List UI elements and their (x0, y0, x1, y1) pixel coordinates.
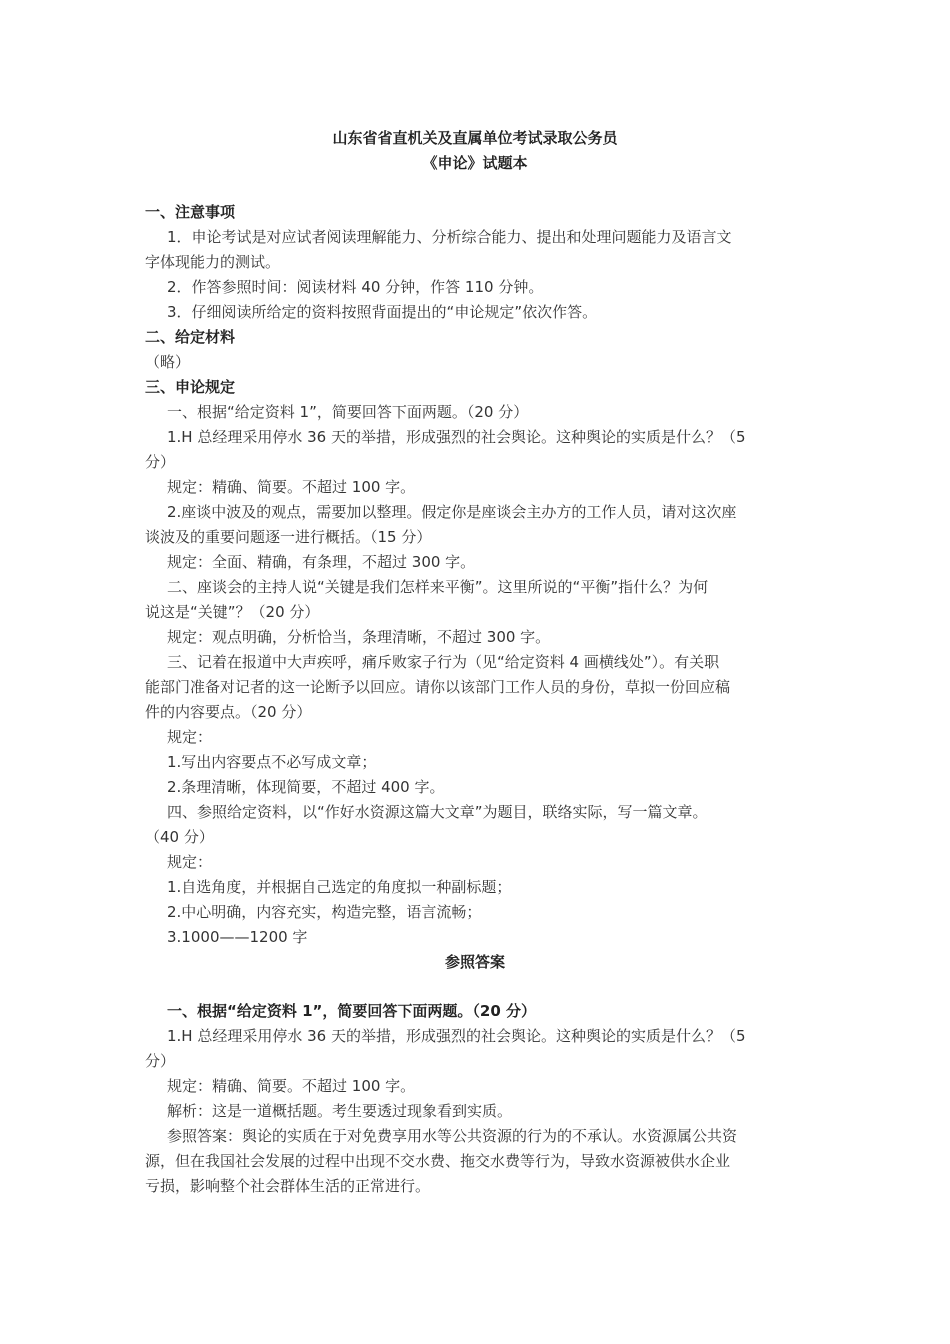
rules-line: 一、根据“给定资料 1”，简要回答下面两题。（20 分） (167, 403, 529, 421)
material-heading: 二、给定材料 (145, 328, 236, 346)
rules-line: 四、参照给定资料，以“作好水资源这篇大文章”为题目，联络实际，写一篇文章。 (167, 803, 708, 821)
rules-line: 能部门准备对记者的这一论断予以回应。请你以该部门工作人员的身份，草拟一份回应稿 (145, 678, 731, 696)
answer-line: 亏损，影响整个社会群体生活的正常进行。 (145, 1177, 431, 1195)
rules-line: （40 分） (145, 828, 214, 846)
answer-line: 解析：这是一道概括题。考生要透过现象看到实质。 (167, 1102, 513, 1120)
rules-line: 2.中心明确，内容充实，构造完整，语言流畅； (167, 903, 482, 921)
rules-line: 1.写出内容要点不必写成文章； (167, 753, 377, 771)
material-note: （略） (145, 353, 191, 371)
rules-heading: 三、申论规定 (145, 378, 236, 396)
doc-title: 山东省省直机关及直属单位考试录取公务员 (332, 129, 618, 147)
rules-line: 2.条理清晰，体现简要，不超过 400 字。 (167, 778, 445, 796)
answer-heading: 参照答案 (444, 953, 505, 971)
rules-line: 规定：全面、精确，有条理，不超过 300 字。 (167, 553, 476, 571)
rules-line: 分） (145, 453, 176, 471)
rules-line: 三、记着在报道中大声疾呼，痛斥败家子行为（见“给定资料 4 画横线处”）。有关职 (167, 653, 720, 671)
notice-line: 2．作答参照时间：阅读材料 40 分钟，作答 110 分钟。 (167, 278, 544, 296)
rules-line: 3.1000——1200 字 (167, 928, 308, 946)
rules-line: 2.座谈中波及的观点，需要加以整理。假定你是座谈会主办方的工作人员，请对这次座 (167, 503, 737, 521)
doc-subtitle: 《申论》试题本 (422, 154, 528, 172)
notice-line: 1．申论考试是对应试者阅读理解能力、分析综合能力、提出和处理问题能力及语言文 (167, 228, 732, 246)
answer-question-heading: 一、根据“给定资料 1”，简要回答下面两题。（20 分） (167, 1002, 536, 1020)
rules-line: 1.自选角度，并根据自己选定的角度拟一种副标题； (167, 878, 512, 896)
notice-line: 3．仔细阅读所给定的资料按照背面提出的“申论规定”依次作答。 (167, 303, 598, 321)
rules-line: 规定：精确、简要。不超过 100 字。 (167, 478, 416, 496)
rules-line: 件的内容要点。（20 分） (145, 703, 312, 721)
rules-line: 二、座谈会的主持人说“关键是我们怎样来平衡”。这里所说的“平衡”指什么？为何 (167, 578, 709, 596)
rules-line: 1.H 总经理采用停水 36 天的举措，形成强烈的社会舆论。这种舆论的实质是什么？（5 (167, 428, 746, 446)
answer-line: 1.H 总经理采用停水 36 天的举措，形成强烈的社会舆论。这种舆论的实质是什么？（5 (167, 1027, 746, 1045)
answer-line: 分） (145, 1052, 176, 1070)
rules-line: 规定： (167, 728, 213, 746)
rules-line: 规定：观点明确，分析恰当，条理清晰，不超过 300 字。 (167, 628, 551, 646)
answer-line: 规定：精确、简要。不超过 100 字。 (167, 1077, 416, 1095)
notice-line: 字体现能力的测试。 (145, 253, 281, 271)
rules-line: 规定： (167, 853, 213, 871)
answer-line: 源，但在我国社会发展的过程中出现不交水费、拖交水费等行为，导致水资源被供水企业 (145, 1152, 731, 1170)
answer-line: 参照答案：舆论的实质在于对免费享用水等公共资源的行为的不承认。水资源属公共资 (167, 1127, 738, 1145)
rules-line: 谈波及的重要问题逐一进行概括。（15 分） (145, 528, 432, 546)
rules-line: 说这是“关键”？（20 分） (145, 603, 320, 621)
notice-heading: 一、注意事项 (145, 203, 236, 221)
